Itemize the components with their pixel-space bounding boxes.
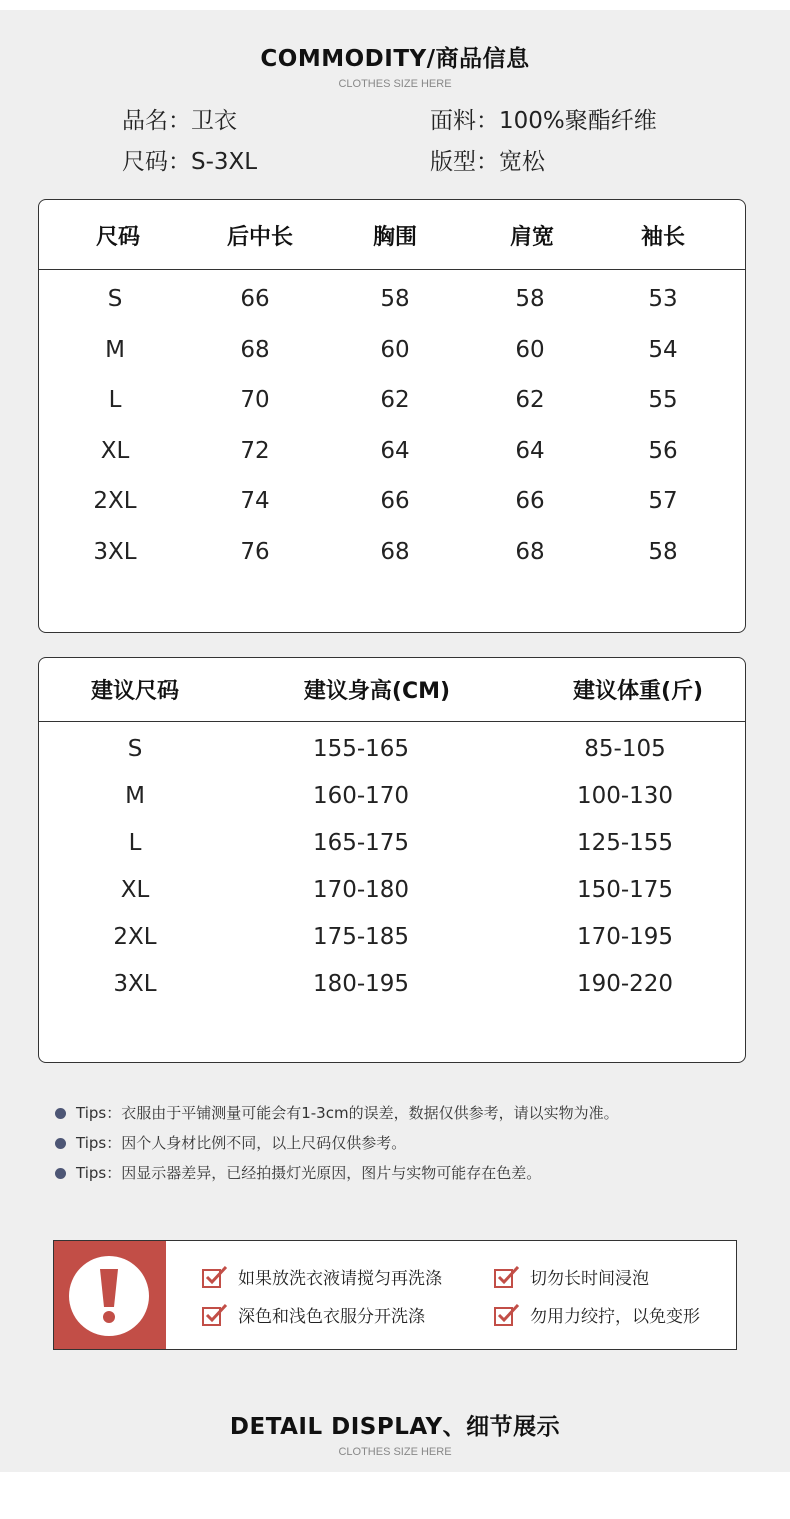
size-header-shoulder: 肩宽 — [509, 225, 555, 250]
size-table-cell: 60 — [515, 336, 545, 363]
size-table-cell: 55 — [648, 387, 678, 413]
size-table-cell: 3XL — [93, 538, 137, 565]
size-table-cell: 57 — [648, 488, 678, 514]
size-table-cell: 58 — [515, 286, 545, 312]
size-table-header — [39, 200, 745, 270]
size-header-chest: 胸围 — [372, 225, 418, 250]
checkbox-checked-icon — [202, 1266, 228, 1288]
size-table-cell: 72 — [240, 437, 270, 464]
product-material: 面料：100%聚酯纤维 — [430, 108, 657, 134]
recommend-table-cell: 85-105 — [584, 736, 666, 762]
recommend-table-cell: M — [125, 783, 145, 809]
bullet-icon — [55, 1108, 66, 1119]
checkbox-checked-icon — [494, 1266, 520, 1288]
detail-display-subtitle: CLOTHES SIZE HERE — [338, 1446, 452, 1458]
recommend-table-cell: 150-175 — [576, 877, 674, 903]
size-header-size: 尺码 — [95, 225, 141, 250]
recommend-table-cell: 160-170 — [312, 783, 410, 809]
bullet-icon — [55, 1168, 66, 1179]
size-header-sleeve: 袖长 — [640, 225, 686, 250]
tip-item: Tips：衣服由于平铺测量可能会有1-3cm的误差，数据仅供参考，请以实物为准。 — [55, 1102, 619, 1123]
size-table-cell: 58 — [380, 286, 410, 312]
recommend-table-cell: 3XL — [113, 971, 157, 997]
care-item: 如果放洗衣液请搅匀再洗涤 — [202, 1264, 442, 1289]
size-table-cell: 64 — [515, 437, 545, 464]
recommend-header-size: 建议尺码 — [90, 679, 180, 704]
recommend-table-header — [39, 658, 745, 722]
care-item: 勿用力绞拧，以免变形 — [494, 1302, 700, 1327]
commodity-title: COMMODITY/商品信息 — [260, 46, 530, 72]
recommend-header-height: 建议身高(CM) — [303, 679, 451, 704]
checkbox-checked-icon — [494, 1304, 520, 1326]
size-table-cell: 68 — [240, 336, 270, 363]
size-table-cell: 2XL — [93, 488, 137, 514]
size-table-cell: 66 — [380, 488, 410, 514]
size-table-cell: 76 — [240, 538, 270, 565]
recommend-table-cell: 190-220 — [576, 971, 674, 997]
tip-item: Tips：因显示器差异，已经拍摄灯光原因，图片与实物可能存在色差。 — [55, 1162, 541, 1183]
size-table-cell: 53 — [648, 286, 678, 312]
size-table-cell: 68 — [380, 538, 410, 565]
size-table-cell: XL — [100, 437, 130, 464]
size-table-cell: 64 — [380, 437, 410, 464]
checkbox-checked-icon — [202, 1304, 228, 1326]
product-name: 品名：卫衣 — [122, 108, 237, 134]
size-table-cell: 66 — [240, 286, 270, 312]
recommend-table-cell: 2XL — [113, 924, 157, 950]
recommend-table — [38, 657, 746, 1063]
care-item: 切勿长时间浸泡 — [494, 1264, 649, 1289]
size-table-cell: 62 — [380, 387, 410, 413]
warning-panel — [54, 1241, 166, 1349]
recommend-table-cell: 155-165 — [312, 736, 410, 762]
recommend-table-cell: 180-195 — [312, 971, 410, 997]
commodity-subtitle: CLOTHES SIZE HERE — [338, 78, 452, 90]
product-info-panel — [0, 10, 790, 1472]
recommend-table-cell: 170-180 — [312, 877, 410, 903]
size-table-cell: L — [108, 387, 122, 413]
size-table-cell: 62 — [515, 387, 545, 413]
size-table-cell: 68 — [515, 538, 545, 565]
detail-display-title: DETAIL DISPLAY、细节展示 — [229, 1414, 561, 1440]
size-table-cell: M — [105, 336, 125, 363]
size-table-cell: 66 — [515, 488, 545, 514]
care-item: 深色和浅色衣服分开洗涤 — [202, 1302, 425, 1327]
recommend-table-cell: 175-185 — [312, 924, 410, 950]
recommend-table-cell: 165-175 — [312, 830, 410, 856]
size-table-cell: 74 — [240, 488, 270, 514]
product-size-range: 尺码：S-3XL — [122, 149, 258, 175]
recommend-table-cell: XL — [120, 877, 150, 903]
recommend-table-cell: S — [127, 736, 143, 762]
recommend-table-cell: 170-195 — [576, 924, 674, 950]
recommend-table-cell: 125-155 — [576, 830, 674, 856]
recommend-header-weight: 建议体重(斤) — [572, 679, 704, 704]
size-table — [38, 199, 746, 633]
size-table-cell: 56 — [648, 437, 678, 464]
size-header-length: 后中长 — [226, 225, 294, 250]
size-table-cell: S — [107, 286, 123, 312]
recommend-table-cell: L — [128, 830, 142, 856]
care-instructions — [53, 1240, 737, 1350]
bullet-icon — [55, 1138, 66, 1149]
size-table-cell: 54 — [648, 336, 678, 363]
size-table-cell: 58 — [648, 538, 678, 565]
size-table-cell: 60 — [380, 336, 410, 363]
size-table-cell: 70 — [240, 387, 270, 413]
exclamation-icon — [69, 1256, 149, 1336]
recommend-table-cell: 100-130 — [576, 783, 674, 809]
product-fit: 版型：宽松 — [430, 149, 545, 175]
tip-item: Tips：因个人身材比例不同，以上尺码仅供参考。 — [55, 1132, 406, 1153]
